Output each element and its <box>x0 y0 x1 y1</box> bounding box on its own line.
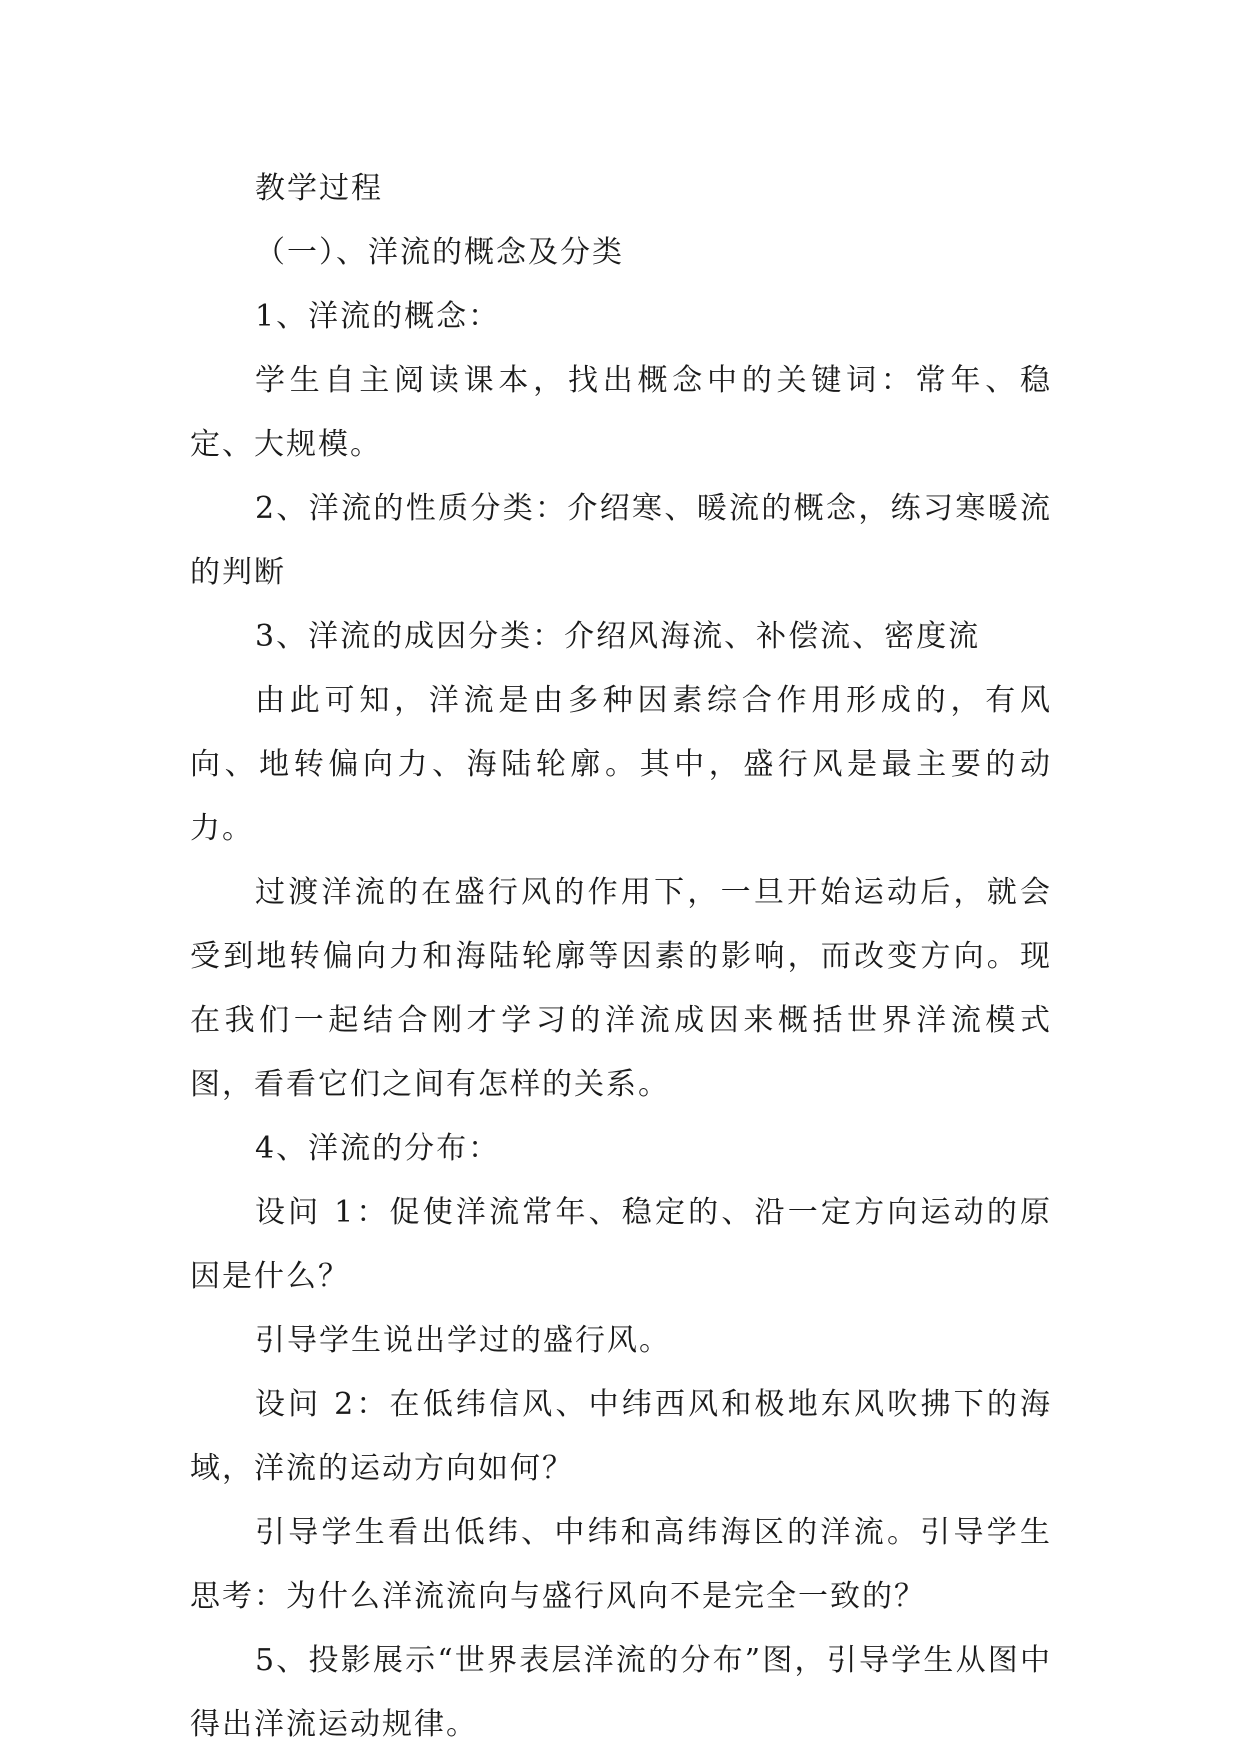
question-paragraph: 设问 1：促使洋流常年、稳定的、沿一定方向运动的原因是什么？ <box>190 1195 1052 1294</box>
item-heading: 4、洋流的分布： <box>255 1131 501 1166</box>
paragraph: 学生自主阅读课本，找出概念中的关键词：常年、稳定、大规模。 <box>190 363 1052 462</box>
paragraph: 2、洋流的性质分类：介绍寒、暖流的概念，练习寒暖流的判断 <box>190 491 1052 590</box>
paragraph: 过渡洋流的在盛行风的作用下，一旦开始运动后，就会受到地转偏向力和海陆轮廓等因素的影响，而改变方向。现在我们一起结合刚才学习的洋流成因来概括世界洋流模式图，看看它们之间有怎样的关系。 <box>190 875 1052 1102</box>
paragraph: 5、投影展示“世界表层洋流的分布”图，引导学生从图中得出洋流运动规律。 <box>190 1643 1052 1742</box>
item-heading: 1、洋流的概念： <box>255 299 501 334</box>
paragraph: 3、洋流的成因分类：介绍风海流、补偿流、密度流 <box>255 619 981 654</box>
subsection-heading: （一）、洋流的概念及分类 <box>255 235 624 270</box>
paragraph: 引导学生说出学过的盛行风。 <box>255 1323 671 1358</box>
question-paragraph: 设问 2：在低纬信风、中纬西风和极地东风吹拂下的海域，洋流的运动方向如何？ <box>190 1387 1052 1486</box>
paragraph: 由此可知，洋流是由多种因素综合作用形成的，有风向、地转偏向力、海陆轮廓。其中，盛行风是最主要的动力。 <box>190 683 1052 846</box>
section-heading: 教学过程 <box>255 171 383 206</box>
document-body <box>190 157 1052 1757</box>
paragraph: 引导学生看出低纬、中纬和高纬海区的洋流。引导学生思考：为什么洋流流向与盛行风向不是完全一致的？ <box>190 1515 1052 1614</box>
